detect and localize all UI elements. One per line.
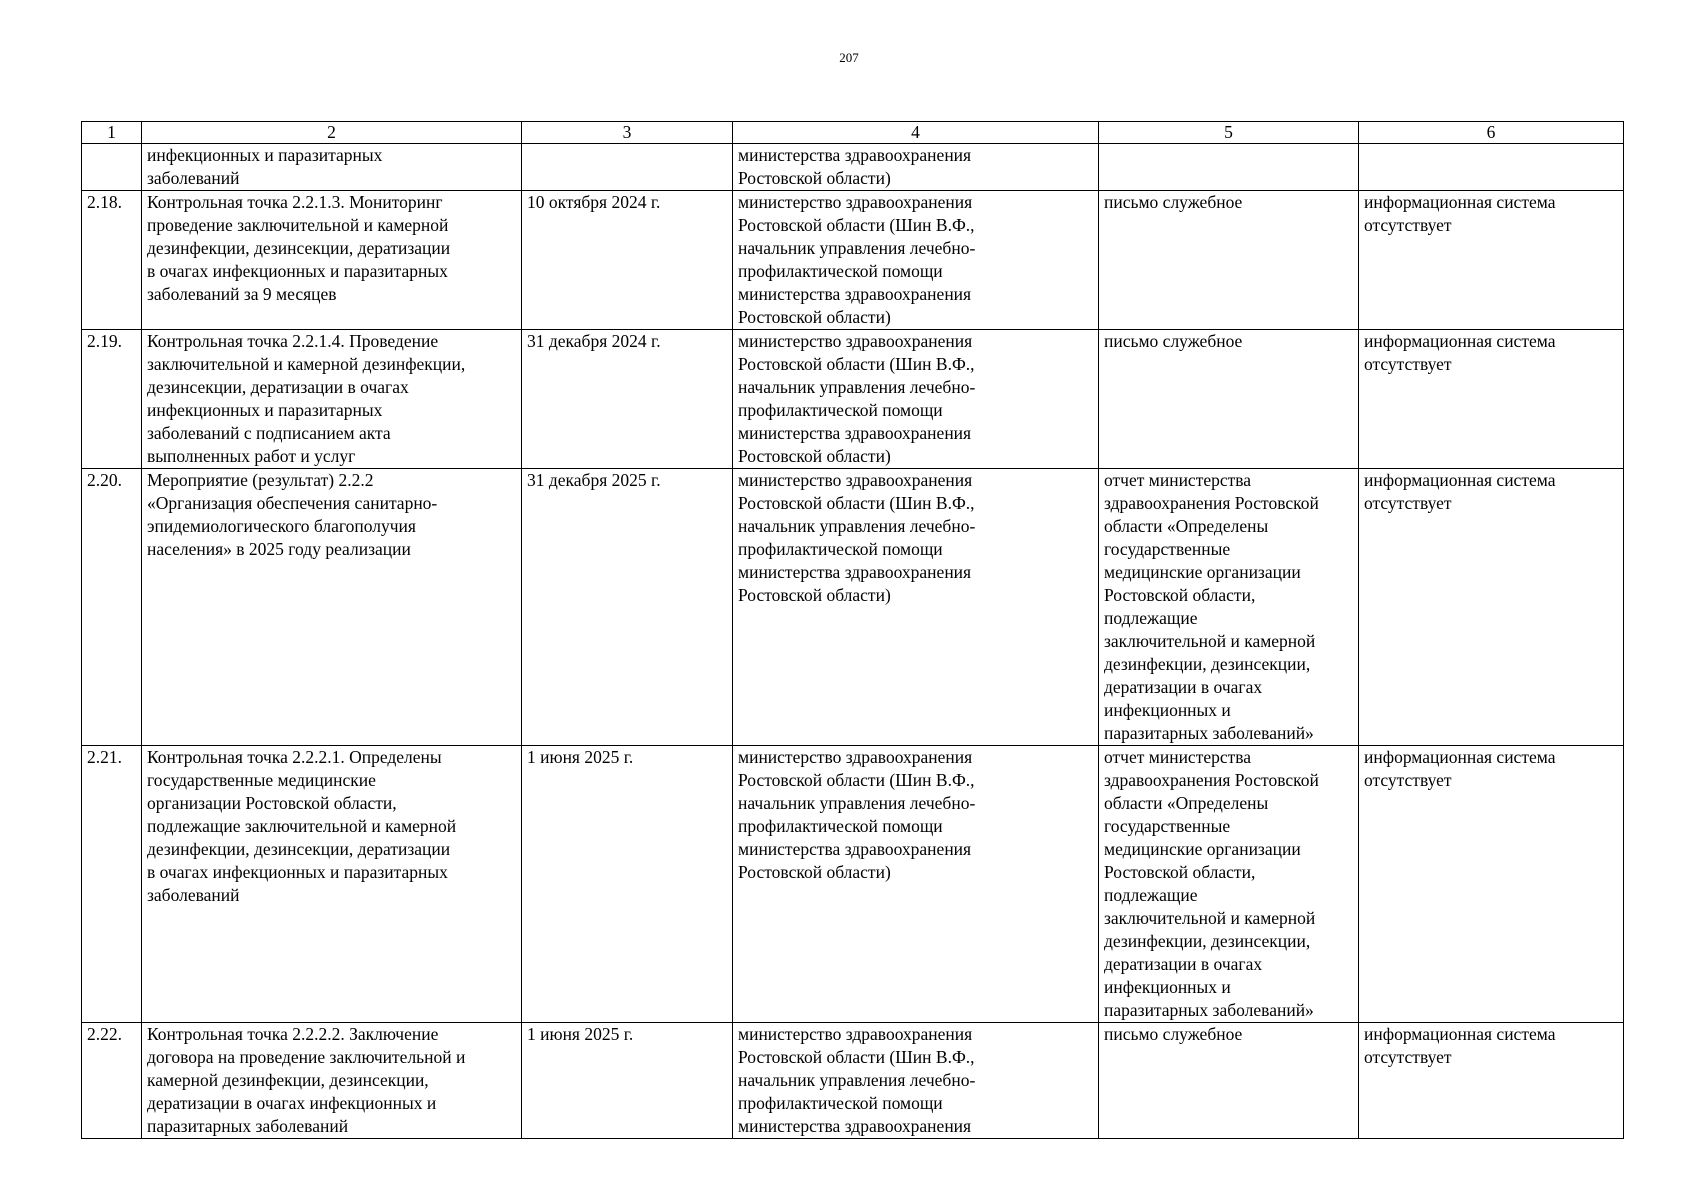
- row-number: 2.22.: [82, 1023, 142, 1139]
- column-header-5: 5: [1099, 122, 1359, 144]
- row-document: письмо служебное: [1099, 191, 1359, 330]
- row-name: Контрольная точка 2.2.1.4. Проведение заключительной и камерной дезинфекции, дезинсекции, дератизации в очагах инфекционных и паразитарных заболеваний с подписанием акта выполненных работ и услуг: [142, 330, 522, 469]
- table-row: [82, 330, 1624, 469]
- row-document: отчет министерства здравоохранения Ростовской области «Определены государственные медицинские организации Ростовской области, подлежащие заключительной и камерной дезинфекции, дезинсекции, дератизации в очагах инфекционных и паразитарных заболеваний»: [1099, 469, 1359, 746]
- row-date: [522, 144, 733, 191]
- table-row: [82, 1023, 1624, 1139]
- column-header-3: 3: [522, 122, 733, 144]
- row-system: информационная система отсутствует: [1359, 746, 1624, 1023]
- table-row: [82, 191, 1624, 330]
- row-number: [82, 144, 142, 191]
- column-header-4: 4: [733, 122, 1099, 144]
- row-responsible: министерство здравоохранения Ростовской области (Шин В.Ф., начальник управления лечебно- профилактической помощи министерства здравоохранения: [733, 1023, 1099, 1139]
- row-system: информационная система отсутствует: [1359, 1023, 1624, 1139]
- row-responsible: министерство здравоохранения Ростовской области (Шин В.Ф., начальник управления лечебно- профилактической помощи министерства здравоохранения Ростовской области): [733, 469, 1099, 746]
- row-date: 31 декабря 2025 г.: [522, 469, 733, 746]
- column-header-1: 1: [82, 122, 142, 144]
- row-document: письмо служебное: [1099, 1023, 1359, 1139]
- row-date: 31 декабря 2024 г.: [522, 330, 733, 469]
- column-header-2: 2: [142, 122, 522, 144]
- row-system: информационная система отсутствует: [1359, 191, 1624, 330]
- row-number: 2.21.: [82, 746, 142, 1023]
- row-system: информационная система отсутствует: [1359, 330, 1624, 469]
- table-row: [82, 746, 1624, 1023]
- row-number: 2.19.: [82, 330, 142, 469]
- row-responsible: министерства здравоохранения Ростовской области): [733, 144, 1099, 191]
- plan-table: [81, 121, 1624, 1139]
- row-name: инфекционных и паразитарных заболеваний: [142, 144, 522, 191]
- row-name: Мероприятие (результат) 2.2.2 «Организация обеспечения санитарно- эпидемиологического благополучия населения» в 2025 году реализации: [142, 469, 522, 746]
- row-name: Контрольная точка 2.2.2.1. Определены государственные медицинские организации Ростовской области, подлежащие заключительной и камерной дезинфекции, дезинсекции, дератизации в очагах инфекционных и паразитарных заболеваний: [142, 746, 522, 1023]
- column-header-6: 6: [1359, 122, 1624, 144]
- row-name: Контрольная точка 2.2.1.3. Мониторинг проведение заключительной и камерной дезинфекции, дезинсекции, дератизации в очагах инфекционных и паразитарных заболеваний за 9 месяцев: [142, 191, 522, 330]
- table-row: [82, 469, 1624, 746]
- row-date: 1 июня 2025 г.: [522, 746, 733, 1023]
- row-document: письмо служебное: [1099, 330, 1359, 469]
- row-system: информационная система отсутствует: [1359, 469, 1624, 746]
- row-responsible: министерство здравоохранения Ростовской области (Шин В.Ф., начальник управления лечебно- профилактической помощи министерства здравоохранения Ростовской области): [733, 746, 1099, 1023]
- table-row: [82, 144, 1624, 191]
- row-date: 1 июня 2025 г.: [522, 1023, 733, 1139]
- row-document: отчет министерства здравоохранения Ростовской области «Определены государственные медицинские организации Ростовской области, подлежащие заключительной и камерной дезинфекции, дезинсекции, дератизации в очагах инфекционных и паразитарных заболеваний»: [1099, 746, 1359, 1023]
- row-number: 2.18.: [82, 191, 142, 330]
- row-document: [1099, 144, 1359, 191]
- row-responsible: министерство здравоохранения Ростовской области (Шин В.Ф., начальник управления лечебно- профилактической помощи министерства здравоохранения Ростовской области): [733, 330, 1099, 469]
- row-date: 10 октября 2024 г.: [522, 191, 733, 330]
- row-responsible: министерство здравоохранения Ростовской области (Шин В.Ф., начальник управления лечебно- профилактической помощи министерства здравоохранения Ростовской области): [733, 191, 1099, 330]
- table-header-row: [82, 122, 1624, 144]
- row-system: [1359, 144, 1624, 191]
- row-number: 2.20.: [82, 469, 142, 746]
- page-number: 207: [839, 50, 859, 65]
- row-name: Контрольная точка 2.2.2.2. Заключение договора на проведение заключительной и камерной дезинфекции, дезинсекции, дератизации в очагах инфекционных и паразитарных заболеваний: [142, 1023, 522, 1139]
